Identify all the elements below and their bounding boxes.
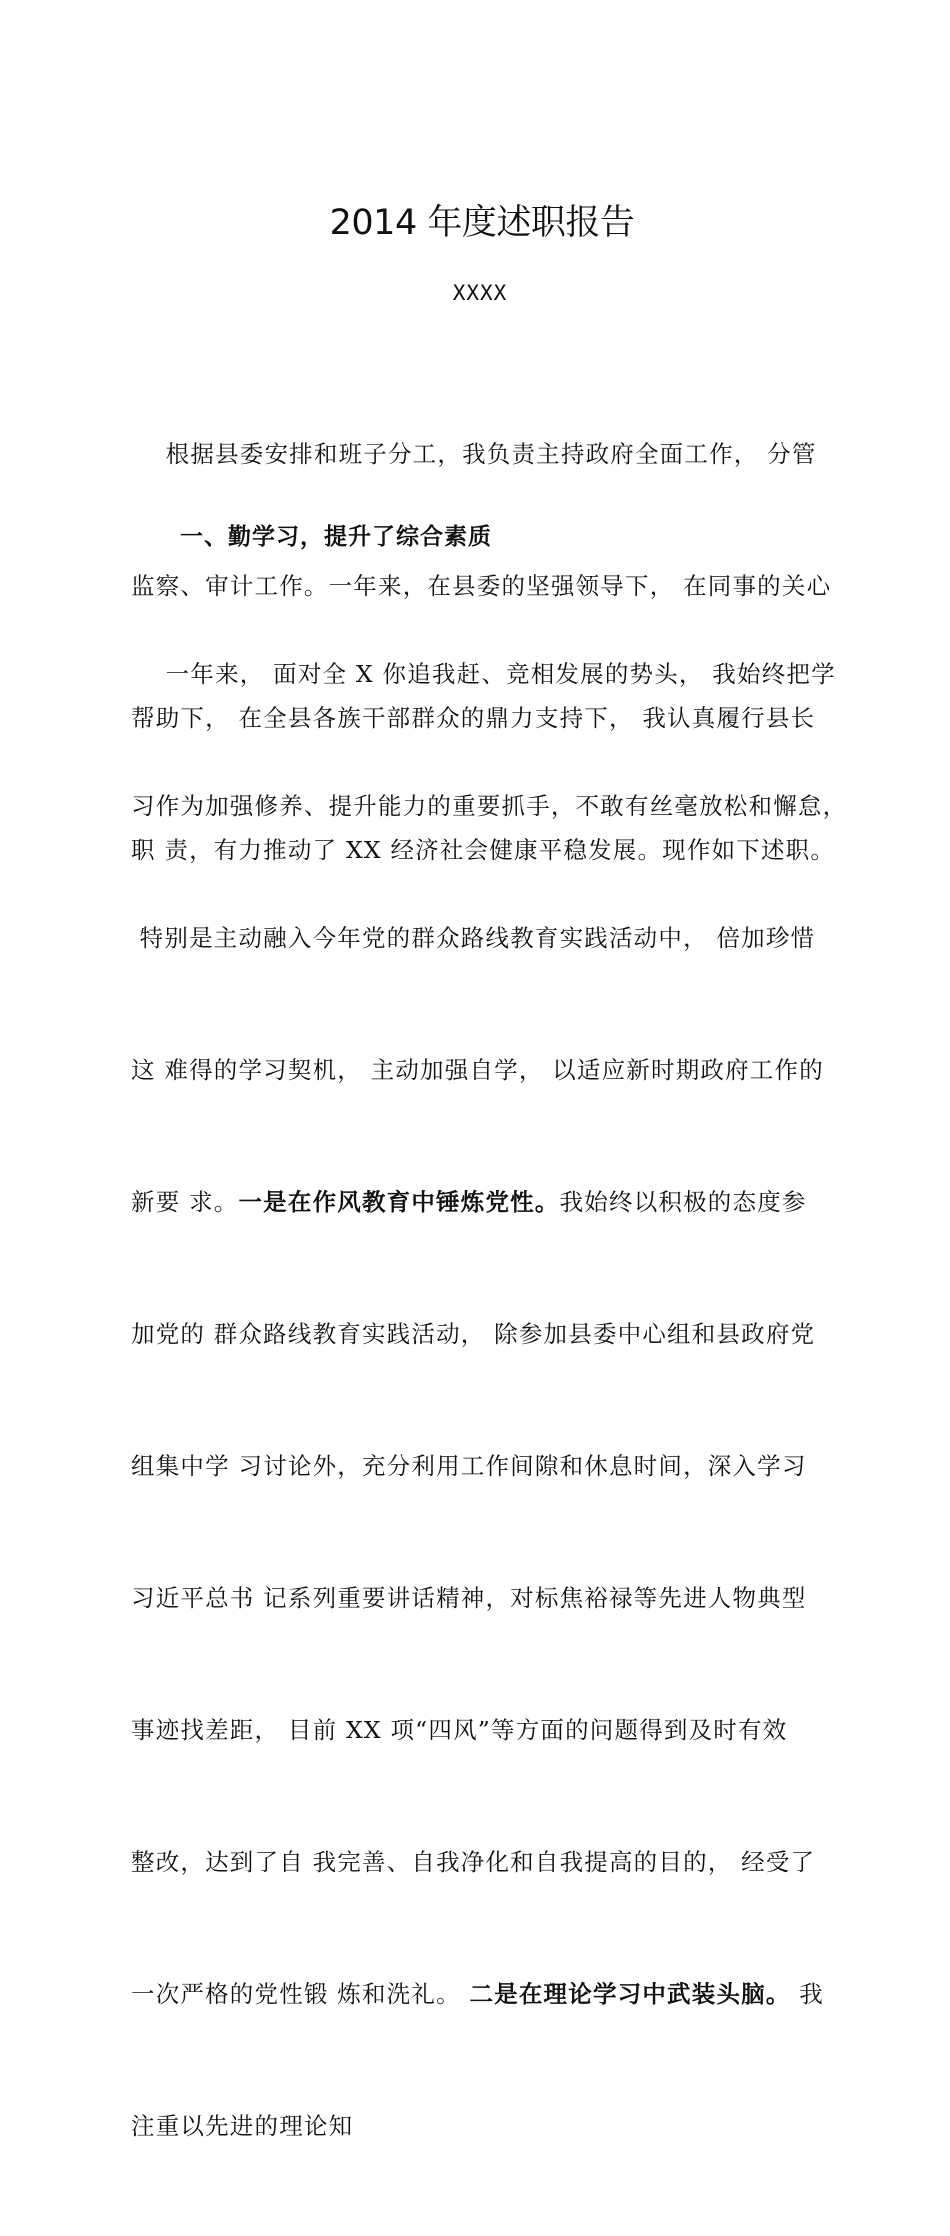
line-text: 新要 求。 — [131, 1188, 239, 1216]
document-title: 2014 年度述职报告 — [329, 203, 635, 243]
line-text: 我 — [790, 1980, 824, 2008]
bold-emphasis: 二是在理论学习中武装头脑。 — [469, 1980, 791, 2008]
paragraph-line: 根据县委安排和班子分工，我负责主持政府全面工作， 分管 — [131, 440, 817, 468]
document-author: XXXX — [452, 281, 508, 305]
paragraph-line — [131, 1972, 837, 2016]
paragraph-line: 事迹找差距， 目前 XX 项“四风”等方面的问题得到及时有效 — [131, 1716, 788, 1744]
paragraph-line: 组集中学 习讨论外，充分利用工作间隙和休息时间，深入学习 — [131, 1452, 807, 1480]
section-heading: 一、勤学习，提升了综合素质 — [180, 524, 492, 550]
paragraph-line: 习作为加强修养、提升能力的重要抓手，不敢有丝毫放松和懈怠， — [131, 792, 848, 820]
paragraph-study — [131, 564, 848, 2236]
paragraph-line: 职 责，有力推动了 XX 经济社会健康平稳发展。现作如下述职。 — [131, 836, 836, 864]
paragraph-line: 加党的 群众路线教育实践活动， 除参加县委中心组和县政府党 — [131, 1320, 816, 1348]
paragraph-line: 一年来， 面对全 X 你追我赶、竞相发展的势头， 我始终把学 — [131, 660, 836, 688]
paragraph-line: 注重以先进的理论知 — [131, 2112, 354, 2140]
paragraph-line: 这 难得的学习契机， 主动加强自学， 以适应新时期政府工作的 — [131, 1056, 824, 1084]
line-text: 一次严格的党性锻 炼和洗礼。 — [131, 1980, 470, 2008]
paragraph-line: 特别是主动融入今年党的群众路线教育实践活动中， 倍加珍惜 — [131, 924, 816, 952]
paragraph-line: 监察、审计工作。一年来，在县委的坚强领导下， 在同事的关心 — [131, 572, 832, 600]
paragraph-line: 习近平总书 记系列重要讲话精神，对标焦裕禄等先进人物典型 — [131, 1584, 807, 1612]
paragraph-line — [131, 1180, 837, 1224]
line-text: 我始终以积极的态度参 — [559, 1188, 807, 1216]
paragraph-line: 整改，达到了自 我完善、自我净化和自我提高的目的， 经受了 — [131, 1848, 816, 1876]
bold-emphasis: 一是在作风教育中锤炼党性。 — [238, 1188, 560, 1216]
paragraph-line: 帮助下， 在全县各族干部群众的鼎力支持下， 我认真履行县长 — [131, 704, 816, 732]
